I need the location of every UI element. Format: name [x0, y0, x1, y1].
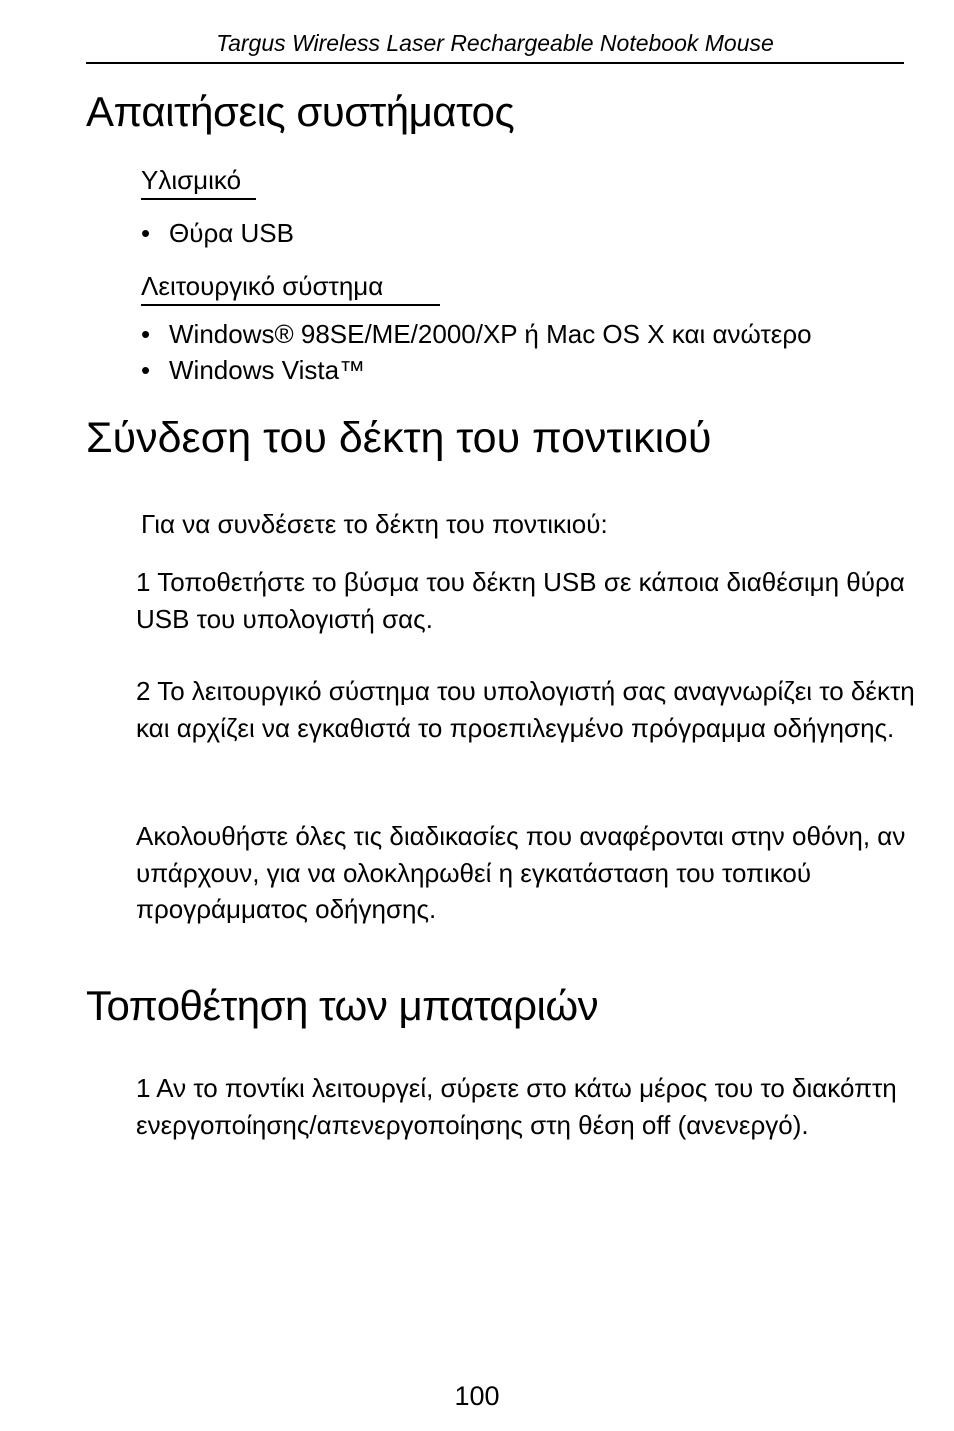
hardware-list	[141, 215, 294, 251]
os-item-vista: Windows Vista™	[169, 355, 366, 385]
heading-system-requirements: Απαιτήσεις συστήματος	[86, 88, 515, 135]
running-header: Targus Wireless Laser Rechargeable Notebook Mouse	[216, 30, 774, 56]
bullet-icon: •	[141, 218, 151, 248]
subheading-operating-system: Λειτουργικό σύστημα	[141, 270, 440, 306]
page-number: 100	[454, 1381, 500, 1411]
list-item	[141, 316, 812, 352]
list-item	[141, 352, 812, 388]
heading-connect-receiver: Σύνδεση του δέκτη του ποντικιού	[86, 414, 712, 462]
connect-step-1: 1 Τοποθετήστε το βύσμα του δέκτη USB σε κάποια διαθέσιμη θύρα USB του υπολογιστή σας.	[136, 567, 905, 634]
subheading-hardware: Υλισμικό	[141, 164, 256, 200]
bullet-icon: •	[141, 319, 151, 349]
connect-note: Ακολουθήστε όλες τις διαδικασίες που αναφέρονται στην οθόνη, αν υπάρχουν, για να ολοκληρωθεί η εγκατάσταση του τοπικού προγράμματος οδήγησης.	[136, 821, 906, 924]
hardware-item-usb: Θύρα USB	[169, 218, 294, 248]
connect-intro: Για να συνδέσετε το δέκτη του ποντικιού:	[141, 509, 608, 539]
os-list	[141, 316, 812, 388]
batteries-step-1: 1 Αν το ποντίκι λειτουργεί, σύρετε στο κάτω μέρος του το διακόπτη ενεργοποίησης/απενεργοποίησης στη θέση off (ανενεργό).	[136, 1073, 897, 1140]
list-item	[141, 215, 294, 251]
os-item-windows-mac: Windows® 98SE/ME/2000/XP ή Mac OS X και ανώτερο	[169, 319, 812, 349]
heading-install-batteries: Τοποθέτηση των μπαταριών	[86, 982, 599, 1029]
header-divider	[86, 62, 904, 64]
bullet-icon: •	[141, 355, 151, 385]
connect-step-2: 2 Το λειτουργικό σύστημα του υπολογιστή σας αναγνωρίζει το δέκτη και αρχίζει να εγκαθιστά το προεπιλεγμένο πρόγραμμα οδήγησης.	[136, 676, 915, 743]
